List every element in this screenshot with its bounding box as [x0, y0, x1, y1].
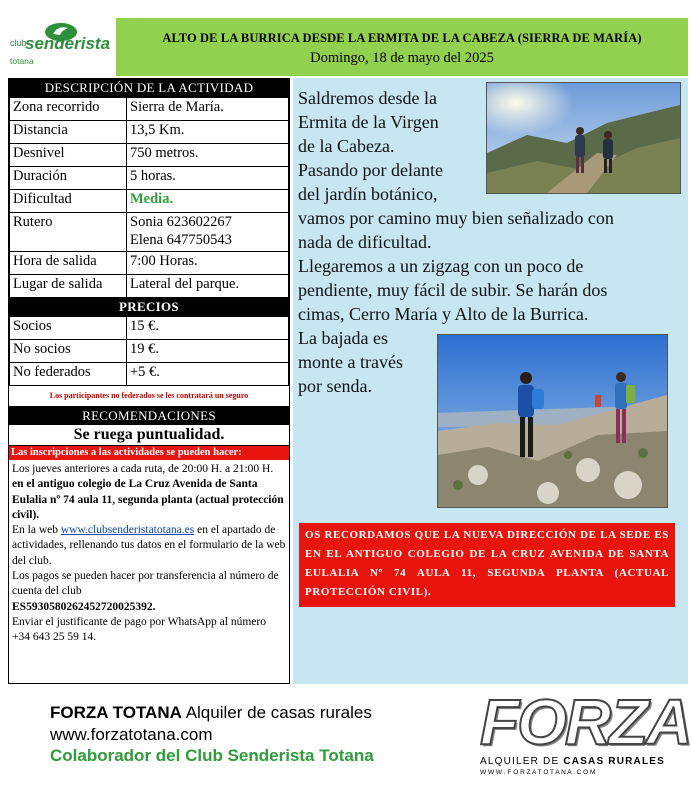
forza-logo-subtitle: ALQUILER DE CASAS RURALES — [480, 756, 666, 767]
table-row: Dificultad Media. — [10, 190, 289, 213]
table-row: Zona recorrido Sierra de María. — [10, 98, 289, 121]
difficulty-value: Media. — [127, 190, 289, 213]
club-logo — [8, 22, 112, 72]
prices-heading: PRECIOS — [9, 298, 289, 316]
page-header — [116, 18, 688, 76]
description-line: pendiente, muy fácil de subir. Se harán dos — [298, 280, 608, 300]
hikers-photo-1-image — [487, 83, 680, 193]
description-line: por senda. — [298, 376, 372, 396]
table-row: Distancia 13,5 Km. — [10, 121, 289, 144]
table-row: No socios 19 €. — [10, 340, 289, 363]
insurance-note: Los participantes no federados se les contratará un seguro — [9, 386, 289, 407]
activity-panel — [8, 78, 290, 684]
description-line: Llegaremos a un zigzag con un poco de — [298, 256, 584, 276]
sponsor-collaborator-text: Colaborador del Club Senderista Totana — [50, 746, 374, 765]
footer-line-1: FORZA TOTANA Alquiler de casas rurales — [50, 703, 372, 722]
description-line: del jardín botánico, — [298, 184, 438, 204]
bank-account: ES5930580262452720025392. — [12, 600, 156, 613]
hikers-photo-2-image — [438, 335, 667, 507]
logo-name-text: senderista — [25, 34, 111, 53]
logo-place-text: totana — [10, 56, 34, 66]
forza-logo-url: W W W . F O R Z A T O T A N A . C O M — [480, 769, 596, 776]
prices-table — [9, 316, 289, 386]
table-row: Lugar de salida Lateral del parque. — [10, 275, 289, 298]
guide-phone-2: Elena 647750543 — [130, 232, 232, 248]
activity-heading: DESCRIPCIÓN DE LA ACTIVIDAD — [9, 79, 289, 97]
punctuality-text: Se ruega puntualidad. — [9, 425, 289, 446]
description-line: Ermita de la Virgen — [298, 112, 439, 132]
guide-phone-1: Sonia 623602267 — [130, 214, 232, 230]
hikers-photo-2 — [437, 334, 668, 508]
page-title: ALTO DE LA BURRICA DESDE LA ERMITA DE LA CABEZA (SIERRA DE MARÍA) — [162, 31, 642, 45]
table-row: Rutero Sonia 623602267 Elena 647750543 — [10, 213, 289, 252]
table-row: Socios 15 €. — [10, 317, 289, 340]
forza-logo-text: FORZA — [480, 686, 691, 758]
description-line: Pasando por delante — [298, 160, 443, 180]
club-website-link[interactable]: www.clubsenderistatotana.es — [60, 524, 195, 537]
whatsapp-info: Enviar el justificante de pago por WhatsApp al número +34 643 25 59 14. — [12, 615, 266, 644]
description-line: La bajada es — [298, 328, 388, 348]
hikers-photo-1 — [486, 82, 681, 194]
description-line: nada de dificultad. — [298, 232, 432, 252]
club-address: en el antiguo colegio de La Cruz Avenida de Santa Eulalia nº 74 aula 11, segunda planta (actual protección civil). — [12, 478, 284, 521]
description-line: vamos por camino muy bien señalizado con — [298, 208, 614, 228]
table-row: Hora de salida 7:00 Horas. — [10, 252, 289, 275]
table-row: Duración 5 horas. — [10, 167, 289, 190]
description-line: de la Cabeza. — [298, 136, 395, 156]
description-line: Saldremos desde la — [298, 88, 437, 108]
description-line: cimas, Cerro María y Alto de la Burrica. — [298, 304, 589, 324]
inscriptions-bar: Las inscripciones a las actividades se pueden hacer: — [9, 446, 289, 460]
table-row: No federados +5 €. — [10, 363, 289, 386]
inscription-info: Los jueves anteriores a cada ruta, de 20:00 H. a 21:00 H. en el antiguo colegio de La Cruz Avenida de Santa Eulalia nº 74 aula 11, segunda planta (actual protección civil). En la web www.clubsenderistatotana.es en el apartado de actividades, rellenando tus datos en el formulario de la web del club. Los pagos se pueden hacer por transferencia al número de cuenta del club ES5930580262452720025392. Enviar el justificante de pago por WhatsApp al número +34 643 25 59 14. — [12, 463, 286, 644]
logo-club-text: club — [10, 38, 27, 48]
forza-logo — [480, 686, 691, 778]
event-date: Domingo, 18 de mayo del 2025 — [310, 50, 494, 66]
table-row: Desnivel 750 metros. — [10, 144, 289, 167]
description-line: monte a través — [298, 352, 403, 372]
sponsor-website[interactable]: www.forzatotana.com — [50, 725, 213, 744]
address-notice: OS RECORDAMOS QUE LA NUEVA DIRECCIÓN DE LA SEDE ES EN EL ANTIGUO COLEGIO DE LA CRUZ AVENIDA DE SANTA EULALIA Nº 74 AULA 11, SEGUNDA PLANTA (ACTUAL PROTECCIÓN CIVIL). — [299, 523, 675, 607]
recommendations-heading: RECOMENDACIONES — [9, 407, 289, 425]
activity-table — [9, 97, 289, 298]
sponsor-name: FORZA TOTANA — [50, 703, 182, 722]
